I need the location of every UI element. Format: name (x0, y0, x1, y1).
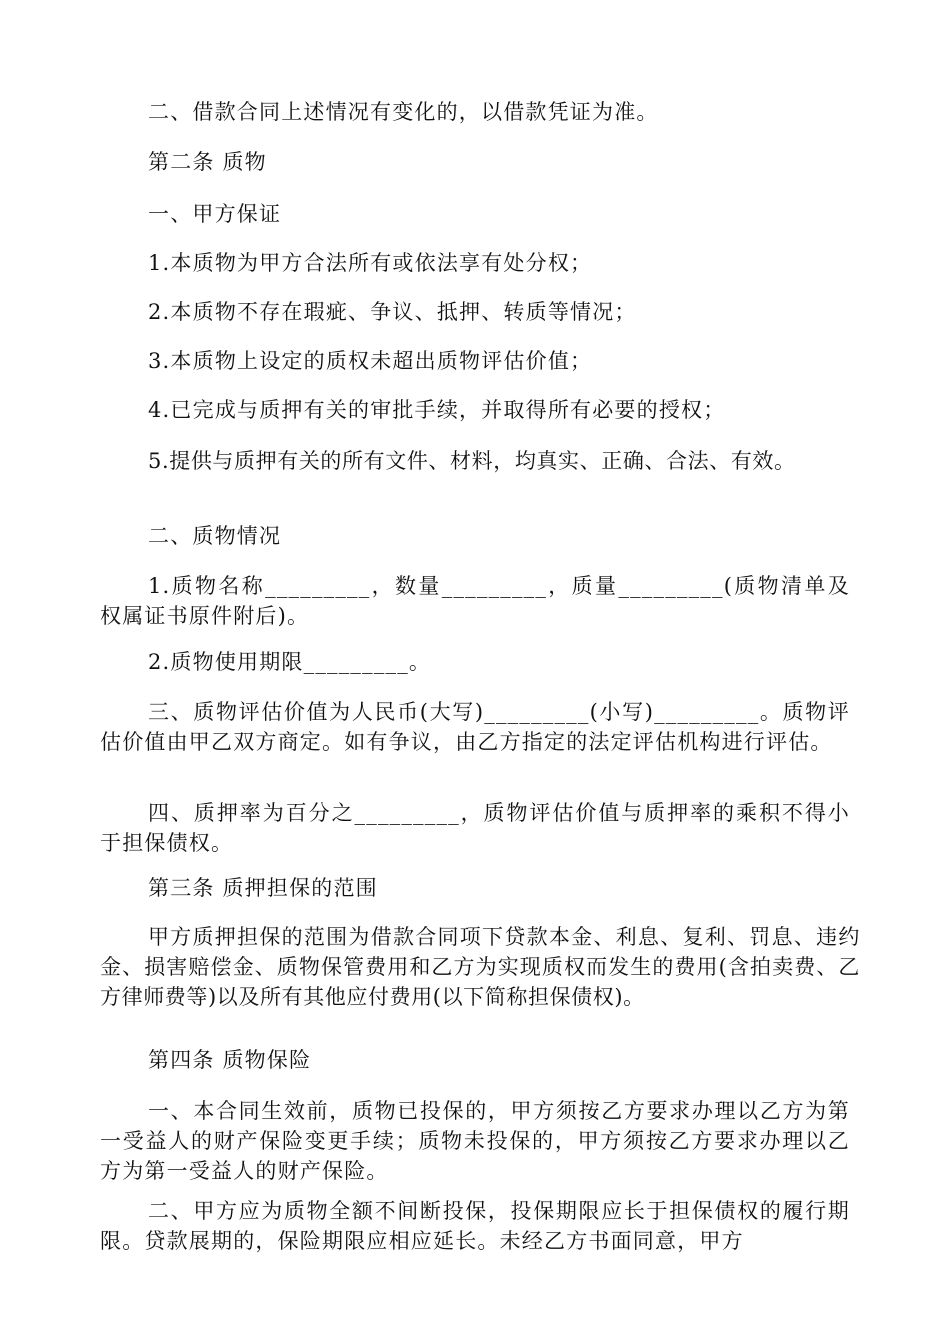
list-item-3: 3.本质物上设定的质权未超出质物评估价值； (148, 349, 593, 373)
insurance-clause-2: 二、甲方应为质物全额不间断投保，投保期限应长于担保债权的履行期限。贷款展期的，保险期限应相应延长。未经乙方书面同意，甲方 (100, 1199, 850, 1253)
heading-party-a-guarantee: 一、甲方保证 (148, 202, 282, 226)
pledge-scope: 甲方质押担保的范围为借款合同项下贷款本金、利息、复利、罚息、违约金、损害赔偿金、质物保管费用和乙方为实现质权而发生的费用(含拍卖费、乙方律师费等)以及所有其他应付费用(以下简称担保债权)。 (100, 925, 860, 1009)
heading-article-3: 第三条 质押担保的范围 (148, 876, 378, 900)
insurance-clause-1: 一、本合同生效前，质物已投保的，甲方须按乙方要求办理以乙方为第一受益人的财产保险变更手续；质物未投保的，甲方须按乙方要求办理以乙方为第一受益人的财产保险。 (100, 1099, 850, 1183)
heading-article-4: 第四条 质物保险 (148, 1048, 312, 1072)
pledge-use-period: 2.质物使用期限_________。 (148, 650, 432, 674)
pledge-name-quantity-quality: 1.质物名称_________，数量_________，质量_________(质物清单及权属证书原件附后)。 (100, 574, 850, 628)
heading-article-2: 第二条 质物 (148, 150, 267, 174)
heading-pledge-condition: 二、质物情况 (148, 524, 282, 548)
list-item-1: 1.本质物为甲方合法所有或依法享有处分权； (148, 251, 593, 275)
pledge-rate: 四、质押率为百分之_________，质物评估价值与质押率的乘积不得小于担保债权。 (100, 801, 850, 855)
paragraph-loan-certificate: 二、借款合同上述情况有变化的，以借款凭证为准。 (148, 100, 659, 124)
list-item-4: 4.已完成与质押有关的审批手续，并取得所有必要的授权； (148, 398, 726, 422)
list-item-2: 2.本质物不存在瑕疵、争议、抵押、转质等情况； (148, 300, 637, 324)
pledge-valuation: 三、质物评估价值为人民币(大写)_________(小写)_________。质物评估价值由甲乙双方商定。如有争议，由乙方指定的法定评估机构进行评估。 (100, 700, 850, 754)
list-item-5: 5.提供与质押有关的所有文件、材料，均真实、正确、合法、有效。 (148, 449, 796, 473)
